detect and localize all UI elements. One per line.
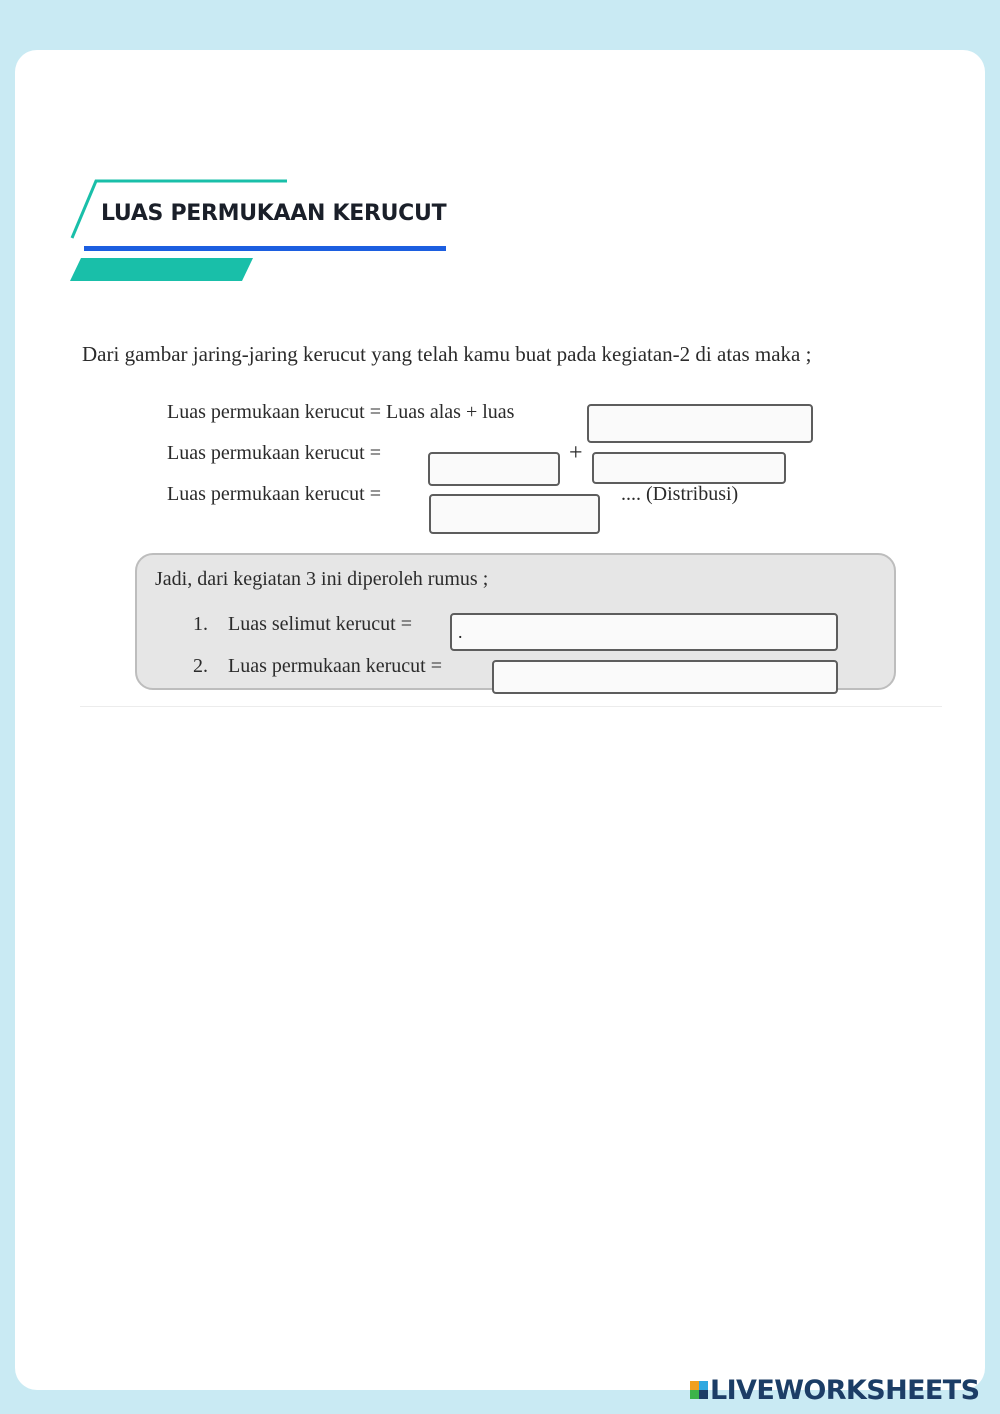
intro-text: Dari gambar jaring-jaring kerucut yang telah kamu buat pada kegiatan-2 di atas maka ; — [82, 342, 812, 366]
worksheet-title: LUAS PERMUKAAN KERUCUT — [101, 201, 447, 226]
summary-item-number: 2. — [193, 655, 208, 677]
liveworksheets-logo — [690, 1373, 979, 1407]
answer-box-distribusi[interactable] — [429, 494, 600, 534]
equation-line-1: Luas permukaan kerucut = Luas alas + luas — [167, 401, 515, 423]
logo-text: LIVEWORKSHEETS — [710, 1374, 980, 1406]
equation-line-2: Luas permukaan kerucut = — [167, 442, 381, 464]
equation-line-3: Luas permukaan kerucut = — [167, 483, 381, 505]
answer-box-alas[interactable] — [428, 452, 560, 486]
summary-heading: Jadi, dari kegiatan 3 ini diperoleh rumus ; — [155, 568, 489, 590]
distribusi-label: .... (Distribusi) — [621, 483, 739, 505]
answer-box-rumus-permukaan[interactable] — [492, 660, 838, 694]
summary-item-label: Luas permukaan kerucut = — [228, 655, 442, 677]
answer-box-selimut[interactable] — [592, 452, 786, 484]
worksheet-page — [15, 50, 985, 1390]
logo-grid-icon — [690, 1381, 708, 1399]
summary-item-label: Luas selimut kerucut = — [228, 613, 413, 635]
summary-item-number: 1. — [193, 613, 208, 635]
answer-box-luas-selimut[interactable] — [587, 404, 813, 443]
answer-box-rumus-selimut[interactable] — [450, 613, 838, 651]
content-divider — [80, 706, 942, 707]
plus-sign: + — [569, 440, 583, 466]
